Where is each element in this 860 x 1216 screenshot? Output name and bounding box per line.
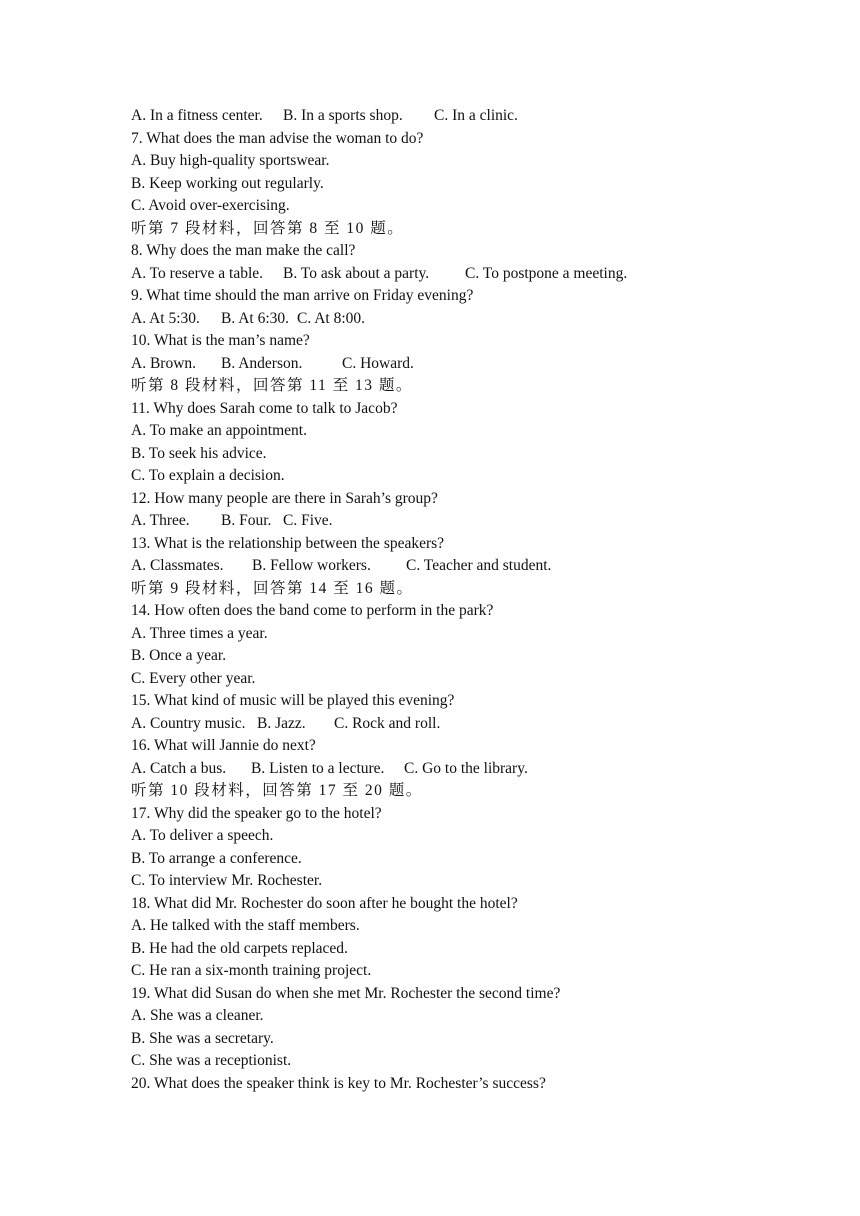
answer-option: B. Fellow workers. [252, 557, 371, 574]
answer-options-row [131, 758, 731, 781]
answer-options-row [131, 713, 731, 736]
answer-option: B. Anderson. [221, 354, 303, 372]
section-instruction: 听第 9 段材料，回答第 14 至 16 题。 [131, 579, 414, 597]
answer-options-row [131, 510, 731, 533]
answer-option: A. Country music. [131, 714, 246, 732]
answer-option: B. Once a year. [131, 647, 227, 664]
question-text: 20. What does the speaker think is key to Mr. Rochester’s success? [131, 1074, 546, 1092]
answer-option: C. To explain a decision. [131, 467, 285, 484]
answer-option: A. Classmates. [131, 557, 224, 574]
question-text: 7. What does the man advise the woman to do? [131, 129, 424, 147]
answer-option: C. Avoid over-exercising. [131, 197, 290, 214]
section-instruction: 听第 7 段材料，回答第 8 至 10 题。 [131, 219, 405, 237]
answer-option: B. Four. [221, 512, 272, 529]
answer-option: B. At 6:30. [221, 309, 290, 327]
question-text: 14. How often does the band come to perform in the park? [131, 602, 494, 619]
answer-option: B. In a sports shop. [283, 107, 403, 124]
answer-option: C. Five. [283, 512, 333, 529]
answer-option: A. Three times a year. [131, 624, 268, 642]
answer-option: A. He talked with the staff members. [131, 917, 360, 934]
answer-option: B. He had the old carpets replaced. [131, 939, 348, 957]
question-text: 19. What did Susan do when she met Mr. Rochester the second time? [131, 984, 561, 1002]
answer-option: C. Teacher and student. [406, 557, 552, 574]
question-text: 11. Why does Sarah come to talk to Jacob? [131, 399, 398, 417]
answer-option: A. At 5:30. [131, 309, 200, 327]
question-text: 15. What kind of music will be played this evening? [131, 692, 455, 709]
answer-option: C. To interview Mr. Rochester. [131, 872, 323, 889]
answer-option: A. Three. [131, 512, 190, 529]
question-text: 18. What did Mr. Rochester do soon after he bought the hotel? [131, 894, 518, 912]
answer-option: B. Listen to a lecture. [251, 759, 385, 777]
answer-option: A. Brown. [131, 354, 197, 372]
answer-option: B. To ask about a party. [283, 264, 430, 282]
answer-option: C. At 8:00. [297, 309, 366, 327]
question-text: 17. Why did the speaker go to the hotel? [131, 804, 382, 822]
answer-option: B. Jazz. [257, 714, 306, 732]
section-instruction: 听第 10 段材料，回答第 17 至 20 题。 [131, 782, 423, 799]
answer-option: A. To reserve a table. [131, 264, 264, 282]
answer-option: B. She was a secretary. [131, 1029, 274, 1047]
answer-options-row [131, 105, 731, 128]
question-text: 8. Why does the man make the call? [131, 242, 356, 259]
answer-option: A. She was a cleaner. [131, 1007, 264, 1024]
question-text: 12. How many people are there in Sarah’s group? [131, 489, 438, 507]
answer-option: C. Howard. [342, 354, 414, 372]
answer-option: A. Buy high-quality sportswear. [131, 152, 330, 169]
answer-options-row [131, 263, 731, 286]
answer-option: B. To arrange a conference. [131, 849, 302, 867]
answer-option: B. Keep working out regularly. [131, 174, 324, 192]
answer-option: C. Every other year. [131, 669, 256, 687]
answer-option: C. She was a receptionist. [131, 1052, 292, 1069]
answer-option: A. To deliver a speech. [131, 827, 274, 844]
answer-option: C. Go to the library. [404, 759, 528, 777]
answer-option: B. To seek his advice. [131, 444, 267, 462]
answer-option: C. To postpone a meeting. [465, 264, 628, 282]
answer-options-row [131, 353, 731, 376]
answer-option: C. Rock and roll. [334, 714, 441, 732]
answer-options-row [131, 308, 731, 331]
question-text: 13. What is the relationship between the speakers? [131, 534, 445, 552]
answer-option: C. In a clinic. [434, 107, 518, 124]
question-text: 16. What will Jannie do next? [131, 737, 316, 754]
question-list [131, 105, 731, 1095]
answer-option: C. He ran a six-month training project. [131, 962, 372, 979]
answer-option: A. In a fitness center. [131, 107, 263, 124]
section-instruction: 听第 8 段材料，回答第 11 至 13 题。 [131, 377, 413, 394]
question-text: 10. What is the man’s name? [131, 332, 310, 349]
answer-option: A. Catch a bus. [131, 759, 227, 777]
answer-option: A. To make an appointment. [131, 422, 307, 439]
question-text: 9. What time should the man arrive on Friday evening? [131, 287, 474, 304]
answer-options-row [131, 555, 731, 578]
